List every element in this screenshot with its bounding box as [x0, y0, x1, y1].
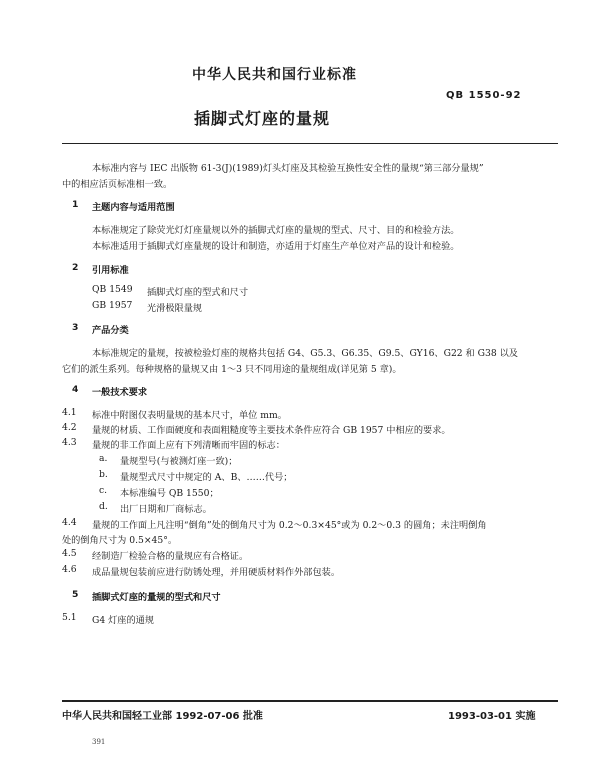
clause-4-5-text: 经制造厂检验合格的量规应有合格证。 [92, 551, 249, 562]
mark-text: 量规型号(与被测灯座一致)； [120, 456, 238, 467]
section-1-heading: 主题内容与适用范围 [92, 202, 175, 213]
mark-text: 量规型式尺寸中规定的 A、B、……代号； [120, 472, 293, 483]
mark-letter: b. [99, 469, 108, 480]
effective-date: 1993-03-01 实施 [448, 711, 536, 722]
clause-4-1-number: 4.1 [62, 407, 77, 418]
mark-letter: a. [99, 453, 108, 464]
standard-code: QB 1550-92 [446, 90, 522, 101]
section-5-number: 5 [72, 589, 79, 600]
clause-4-1-text: 标准中附图仅表明量规的基本尺寸，单位 mm。 [92, 410, 287, 421]
section-5-heading: 插脚式灯座的量规的型式和尺寸 [92, 592, 221, 603]
ref-name: 插脚式灯座的型式和尺寸 [147, 287, 249, 298]
header-rule [62, 143, 558, 144]
section-1-line-2: 本标准适用于插脚式灯座量规的设计和制造，亦适用于灯座生产单位对产品的设计和检验。 [92, 241, 460, 252]
clause-4-5-number: 4.5 [62, 548, 77, 559]
approval-line: 中华人民共和国轻工业部 1992-07-06 批准 [62, 711, 263, 722]
page-number: 391 [92, 738, 106, 746]
mark-text: 出厂日期和厂商标志。 [120, 504, 212, 515]
section-2-heading: 引用标准 [92, 265, 129, 276]
ref-name: 光滑极限量规 [147, 303, 203, 314]
section-1-line-1: 本标准规定了除荧光灯灯座量规以外的插脚式灯座的量规的型式、尺寸、目的和检验方法。 [92, 225, 460, 236]
section-3-heading: 产品分类 [92, 325, 129, 336]
standard-type: 中华人民共和国行业标准 [192, 67, 357, 83]
clause-4-4-continuation: 处的倒角尺寸为 0.5×45°。 [62, 535, 178, 546]
intro-line-2: 中的相应活页标准相一致。 [62, 179, 173, 190]
clause-4-3-number: 4.3 [62, 437, 77, 448]
clause-4-2-text: 量规的材质、工作面硬度和表面粗糙度等主要技术条件应符合 GB 1957 中相应的要求。 [92, 425, 451, 436]
clause-4-6-text: 成品量规包装前应进行防锈处理，并用硬质材料作外部包装。 [92, 567, 341, 578]
section-3-line-1: 本标准规定的量规，按被检验灯座的规格共包括 G4、G5.3、G6.35、G9.5、GY16、G22 和 G38 以及 [92, 348, 518, 359]
ref-code: GB 1957 [92, 300, 133, 311]
section-1-number: 1 [72, 199, 79, 210]
section-4-heading: 一般技术要求 [92, 387, 148, 398]
clause-5-1-text: G4 灯座的通规 [92, 615, 155, 626]
section-4-number: 4 [72, 384, 79, 395]
clause-4-3-text: 量规的非工作面上应有下列清晰而牢固的标志： [92, 440, 285, 451]
ref-code: QB 1549 [92, 284, 133, 295]
section-3-number: 3 [72, 322, 79, 333]
mark-text: 本标准编号 QB 1550； [120, 488, 219, 499]
intro-line-1: 本标准内容与 IEC 出版物 61-3(J)(1989)灯头灯座及其检验互换性安全性的量规“第三部分量规” [92, 163, 484, 174]
clause-4-2-number: 4.2 [62, 422, 77, 433]
clause-4-4-text: 量规的工作面上凡注明“倒角”处的倒角尺寸为 0.2～0.3×45°或为 0.2～0.3 的圆角；未注明倒角 [92, 520, 487, 531]
mark-letter: d. [99, 501, 108, 512]
clause-4-4-number: 4.4 [62, 517, 77, 528]
section-3-line-2: 它们的派生系列。每种规格的量规又由 1～3 只不同用途的量规组成(详见第 5 章)。 [62, 364, 402, 375]
mark-letter: c. [99, 485, 108, 496]
footer-rule [62, 700, 558, 702]
section-2-number: 2 [72, 262, 79, 273]
clause-5-1-number: 5.1 [62, 612, 77, 623]
document-title: 插脚式灯座的量规 [194, 109, 331, 128]
clause-4-6-number: 4.6 [62, 564, 77, 575]
